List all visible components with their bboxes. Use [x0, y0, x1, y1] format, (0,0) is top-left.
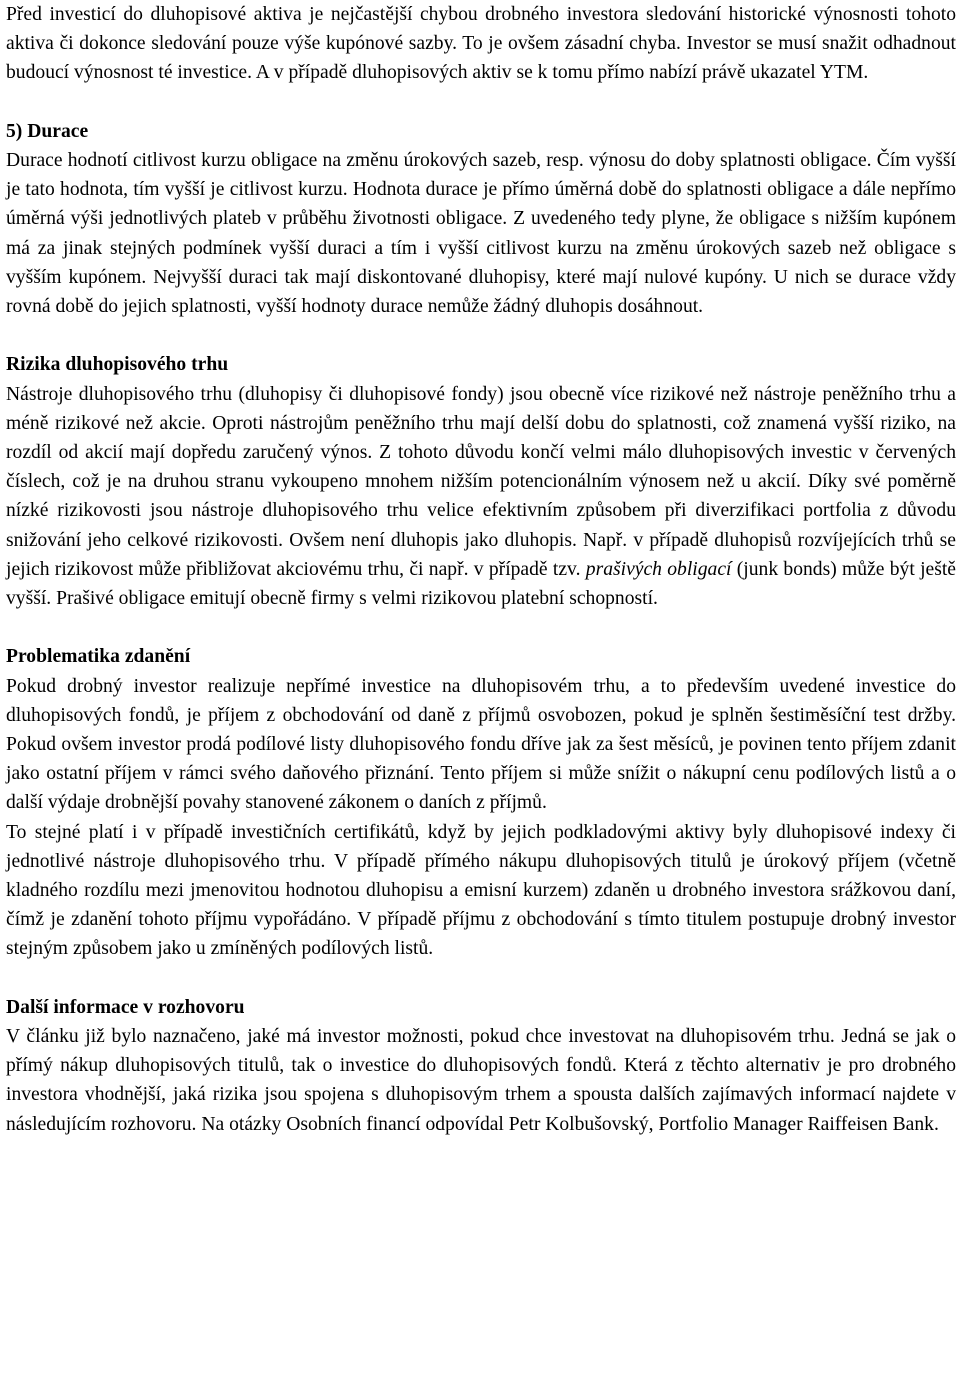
intro-paragraph: Před investicí do dluhopisové aktiva je nejčastější chybou drobného investora sledování historické výnosnosti tohoto aktiva či dokonce sledování pouze výše kupónové sazby. To je ovšem zásadní chyba. Investor se musí snažit odhadnout budoucí výnosnost té investice. A v případě dluhopisových aktiv se k tomu přímo nabízí právě ukazatel YTM. — [6, 4, 956, 84]
rizika-text-before: Nástroje dluhopisového trhu (dluhopisy či dluhopisové fondy) jsou obecně více rizikové než nástroje peněžního trhu a méně rizikové než akcie. Oproti nástrojům peněžního trhu mají delší dobu do splatnosti, což znamená vyšší riziko, na rozdíl od akcií mají dopředu zaručený výnos. Z tohoto důvodu končí velmi málo dluhopisových investic v červených číslech, což je na druhou stranu vykoupeno mnohem nižším potencionálním výnosem než u akcií. Díky své poměrně nízké rizikovosti jsou nástroje dluhopisového trhu velice efektivním způsobem při diverzifikaci portfolia z důvodu snižování jeho celkové rizikovosti. Ovšem není dluhopis jako dluhopis. Např. v případě dluhopisů rozvíjejících trhů se jejich rizikovost může přibližovat akciovému trhu, či např. v případě tzv. — [6, 383, 956, 580]
spacer — [6, 321, 956, 350]
section-heading-rizika: Rizika dluhopisového trhu — [6, 354, 229, 376]
section-heading-dalsi-informace: Další informace v rozhovoru — [6, 996, 245, 1018]
zdaneni-paragraph-1: Pokud drobný investor realizuje nepřímé investice na dluhopisovém trhu, a to především uvedené investice do dluhopisových fondů, je příjem z obchodování od daně z příjmů osvobozen, pokud je splněn šestiměsíční test držby. Pokud ovšem investor prodá podílové listy dluhopisového fondu dříve jak za šest měsíců, je povinen tento příjem zdanit jako ostatní příjem v rámci svého daňového přiznání. Tento příjem si může snížit o nákupní cenu podílových listů a o další výdaje drobnější povahy stanovené zákonem o daních z příjmů. — [6, 675, 956, 814]
spacer — [6, 88, 956, 117]
rizika-paragraph — [6, 380, 956, 614]
durace-paragraph: Durace hodnotí citlivost kurzu obligace na změnu úrokových sazeb, resp. výnosu do doby splatnosti obligace. Čím vyšší je tato hodnota, tím vyšší je citlivost kurzu. Hodnota durace je přímo úměrná době do splatnosti obligace a dále nepřímo úměrná výši jednotlivých plateb v průběhu životnosti obligace. Z uvedeného tedy plyne, že obligace s nižším kupónem má za jinak stejných podmínek vyšší duraci a tím i vyšší citlivost kurzu na změnu úrokových sazeb než obligace s vyšším kupónem. Nejvyšší duraci tak mají diskontované dluhopisy, které mají nulové kupóny. U nich se durace vždy rovná době do jejich splatnosti, vyšší hodnoty durace nemůže žádný dluhopis dosáhnout. — [6, 150, 956, 318]
spacer — [6, 964, 956, 993]
zdaneni-paragraph-2: To stejné platí i v případě investičních certifikátů, když by jejich podkladovými aktivy byly dluhopisové indexy či jednotlivé nástroje dluhopisového trhu. V případě přímého nákupu dluhopisových titulů je úrokový příjem (včetně kladného rozdílu mezi jmenovitou hodnotou dluhopisu a emisní kurzem) zdaněn u drobného investora srážkovou daní, čímž je zdanění tohoto příjmu vypořádáno. V případě příjmu z obchodování s tímto titulem postupuje drobný investor stejným způsobem jako u zmíněných podílových listů. — [6, 821, 956, 960]
section-heading-zdaneni: Problematika zdanění — [6, 646, 191, 668]
rizika-text-after: (junk bonds) může být ještě vyšší. Prašivé obligace emitují obecně firmy s velmi rizikovou platební schopností. — [6, 558, 956, 610]
rizika-text-italic: prašivých obligací — [585, 558, 732, 580]
dalsi-informace-paragraph: V článku již bylo naznačeno, jaké má investor možnosti, pokud chce investovat na dluhopisovém trhu. Jedná se jak o přímý nákup dluhopisových titulů, tak o investice do dluhopisových fondů. Která z těchto alternativ je pro drobného investora vhodnější, jaká rizika jsou spojena s dluhopisovým trhem a spousta dalších zajímavých informací najdete v následujícím rozhovoru. Na otázky Osobních financí odpovídal Petr Kolbušovský, Portfolio Manager Raiffeisen Bank. — [6, 1026, 956, 1135]
spacer — [6, 613, 956, 642]
document-page — [6, 0, 956, 1139]
section-heading-durace: 5) Durace — [6, 120, 89, 142]
